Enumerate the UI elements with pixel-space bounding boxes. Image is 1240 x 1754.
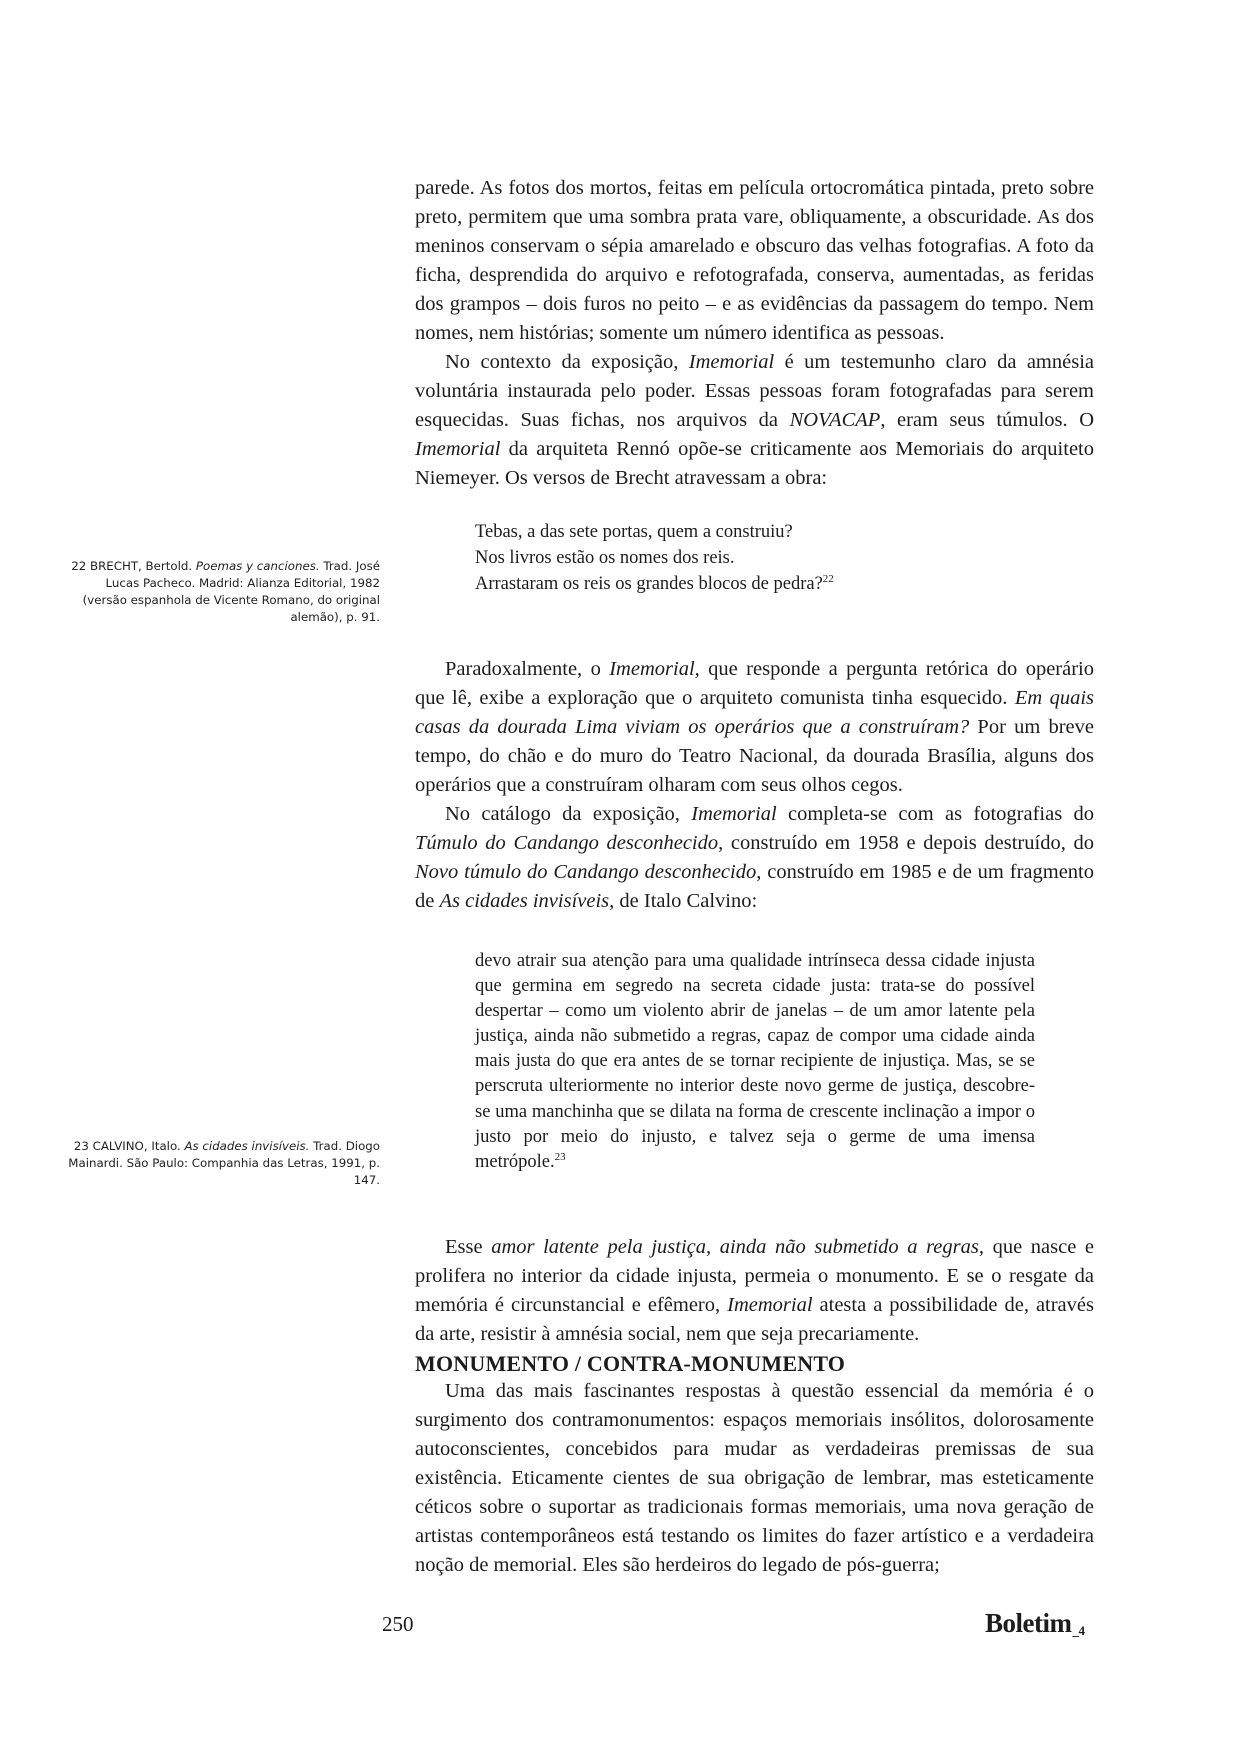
paragraph: Esse amor latente pela justiça, ainda não submetido a regras, que nasce e prolifera no interior da cidade injusta, permeia o monumento. E se o resgate da memória é circunstancial e efêmero, Imemorial atesta a possibilidade de, através da arte, resistir à amnésia social, nem que seja precariamente. xyxy=(415,1235,1094,1345)
poem-line: Nos livros estão os nomes dos reis. xyxy=(475,548,735,568)
paragraph: parede. As fotos dos mortos, feitas em película ortocromática pintada, preto sobre preto, permitem que uma sombra prata vare, obliquamente, a obscuridade. As dos meninos conservam o sépia amarelado e obscuro das velhas fotografias. A foto da ficha, desprendida do arquivo e refotografada, conserva, aumentadas, as feridas dos grampos – dois furos no peito – e as evidências da passagem do tempo. Nem nomes, nem histórias; somente um número identifica as pessoas. xyxy=(415,177,1094,344)
footnote-ref-23[interactable]: 23 xyxy=(554,1150,566,1163)
section-heading: MONUMENTO / CONTRA-MONUMENTO xyxy=(415,1350,846,1376)
paragraph: Uma das mais fascinantes respostas à questão essencial da memória é o surgimento dos contramonumentos: espaços memoriais insólitos, dolorosamente autoconscientes, concebidos para mudar as verdadeiras premissas de sua existência. Eticamente cientes de sua obrigação de lembrar, mas esteticamente céticos sobre o suportar as tradicionais formas memoriais, uma nova geração de artistas contemporâneos está testando os limites do fazer artístico e a verdadeira noção de memorial. Eles são herdeiros do legado de pós-guerra; xyxy=(415,1379,1094,1576)
journal-logo: Boletim$_{\_4}$ xyxy=(985,1608,1085,1638)
footnote-23: 23 CALVINO, Italo. As cidades invisíveis. Trad. Diogo Mainardi. São Paulo: Companhia das Letras, 1991, p. 147. xyxy=(68,1139,380,1187)
footnote-22: 22 BRECHT, Bertold. Poemas y canciones. Trad. José Lucas Pacheco. Madrid: Alianza Editorial, 1982 (versão espanhola de Vicente Romano, do original alemão), p. 91. xyxy=(71,559,380,624)
main-column xyxy=(415,174,1094,1580)
poem-line: Arrastaram os reis os grandes blocos de pedra?$^{22}$ xyxy=(475,572,834,594)
poem-line: Tebas, a das sete portas, quem a construiu? xyxy=(475,522,793,542)
poem-quote xyxy=(475,519,1094,597)
block-quote: devo atrair sua atenção para uma qualidade intrínseca dessa cidade injusta que germina em segredo na secreta cidade justa: trata-se do possível despertar – como um violento abrir de janelas – de um amor latente pela justiça, ainda não submetido a regras, capaz de compor uma cidade ainda mais justa do que era antes de se tornar recipiente de injustiça. Mas, se se perscruta ulteriormente no interior deste novo germe de justiça, descobre-se uma manchinha que se dilata na forma de crescente inclinação a impor o justo por meio do injusto, e talvez seja o germe de uma imensa metrópole.$^{23}$ xyxy=(475,951,1035,1172)
paragraph: No contexto da exposição, Imemorial é um testemunho claro da amnésia voluntária instaurada pelo poder. Essas pessoas foram fotografadas para serem esquecidas. Suas fichas, nos arquivos da NOVACAP, eram seus túmulos. O Imemorial da arquiteta Rennó opõe-se criticamente aos Memoriais do arquiteto Niemeyer. Os versos de Brecht atravessam a obra: xyxy=(415,351,1095,489)
paragraph: No catálogo da exposição, Imemorial completa-se com as fotografias do Túmulo do Candango desconhecido, construído em 1958 e depois destruído, do Novo túmulo do Candango desconhecido, construído em 1985 e de um fragmento de As cidades invisíveis, de Italo Calvino: xyxy=(415,803,1094,912)
page-number: 250 xyxy=(382,1612,414,1636)
paragraph: Paradoxalmente, o Imemorial, que responde a pergunta retórica do operário que lê, exibe a exploração que o arquiteto comunista tinha esquecido. Em quais casas da dourada Lima viviam os operários que a construíram? Por um breve tempo, do chão e do muro do Teatro Nacional, da dourada Brasília, alguns dos operários que a construíram olharam com seus olhos cegos. xyxy=(415,658,1094,796)
footnote-ref-22[interactable]: 22 xyxy=(822,572,834,585)
